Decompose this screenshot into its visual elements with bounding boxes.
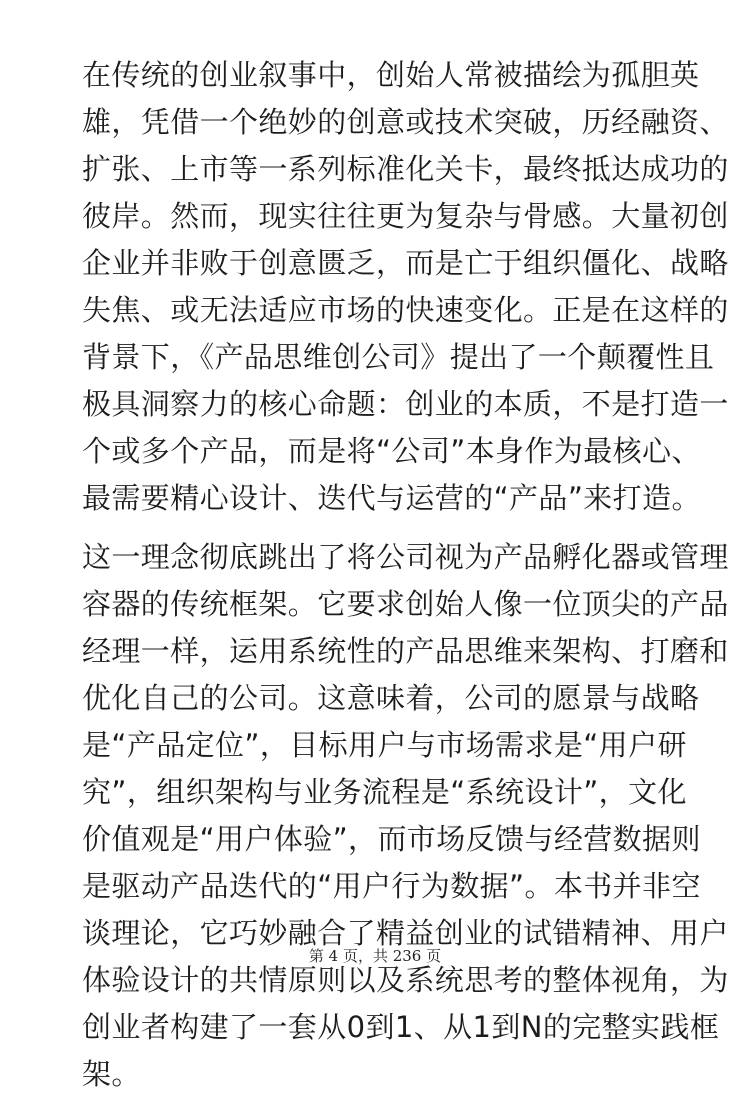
text-line: 架。 [82, 1057, 141, 1091]
paragraph-1 [82, 52, 729, 522]
text-line: 究”，组织架构与业务流程是“系统设计”，文化 [82, 775, 687, 809]
text-line: 个或多个产品，而是将“公司”本身作为最核心、 [82, 434, 701, 468]
text-line: 最需要精心设计、迭代与运营的“产品”来打造。 [82, 481, 701, 515]
text-line: 谈理论，它巧妙融合了精益创业的试错精神、用户 [82, 916, 729, 950]
text-line: 雄，凭借一个绝妙的创意或技术突破，历经融资、 [82, 105, 729, 139]
text-line: 优化自己的公司。这意味着，公司的愿景与战略 [82, 681, 700, 715]
page-number-footer: 第 4 页，共 236 页 [308, 947, 442, 965]
text-line: 是驱动产品迭代的“用户行为数据”。本书并非空 [82, 869, 701, 903]
body-text [82, 52, 729, 1098]
paragraph-2 [82, 534, 729, 1098]
text-line: 这一理念彻底跳出了将公司视为产品孵化器或管理 [82, 540, 729, 574]
text-line: 彼岸。然而，现实往往更为复杂与骨感。大量初创 [82, 199, 729, 233]
text-line: 在传统的创业叙事中，创始人常被描绘为孤胆英 [82, 58, 700, 92]
text-line: 体验设计的共情原则以及系统思考的整体视角，为 [82, 963, 729, 997]
text-line: 价值观是“用户体验”，而市场反馈与经营数据则 [82, 822, 701, 856]
text-line: 容器的传统框架。它要求创始人像一位顶尖的产品 [82, 587, 729, 621]
text-line: 失焦、或无法适应市场的快速变化。正是在这样的 [82, 293, 729, 327]
text-line: 背景下，《产品思维创公司》提出了一个颠覆性且 [82, 340, 715, 374]
text-line: 是“产品定位”，目标用户与市场需求是“用户研 [82, 728, 687, 762]
text-line: 企业并非败于创意匮乏，而是亡于组织僵化、战略 [82, 246, 729, 280]
text-line: 极具洞察力的核心命题：创业的本质，不是打造一 [82, 387, 729, 421]
text-line: 经理一样，运用系统性的产品思维来架构、打磨和 [82, 634, 729, 668]
text-line: 创业者构建了一套从0到1、从1到N的完整实践框 [82, 1010, 720, 1044]
text-line: 扩张、上市等一系列标准化关卡，最终抵达成功的 [82, 152, 729, 186]
